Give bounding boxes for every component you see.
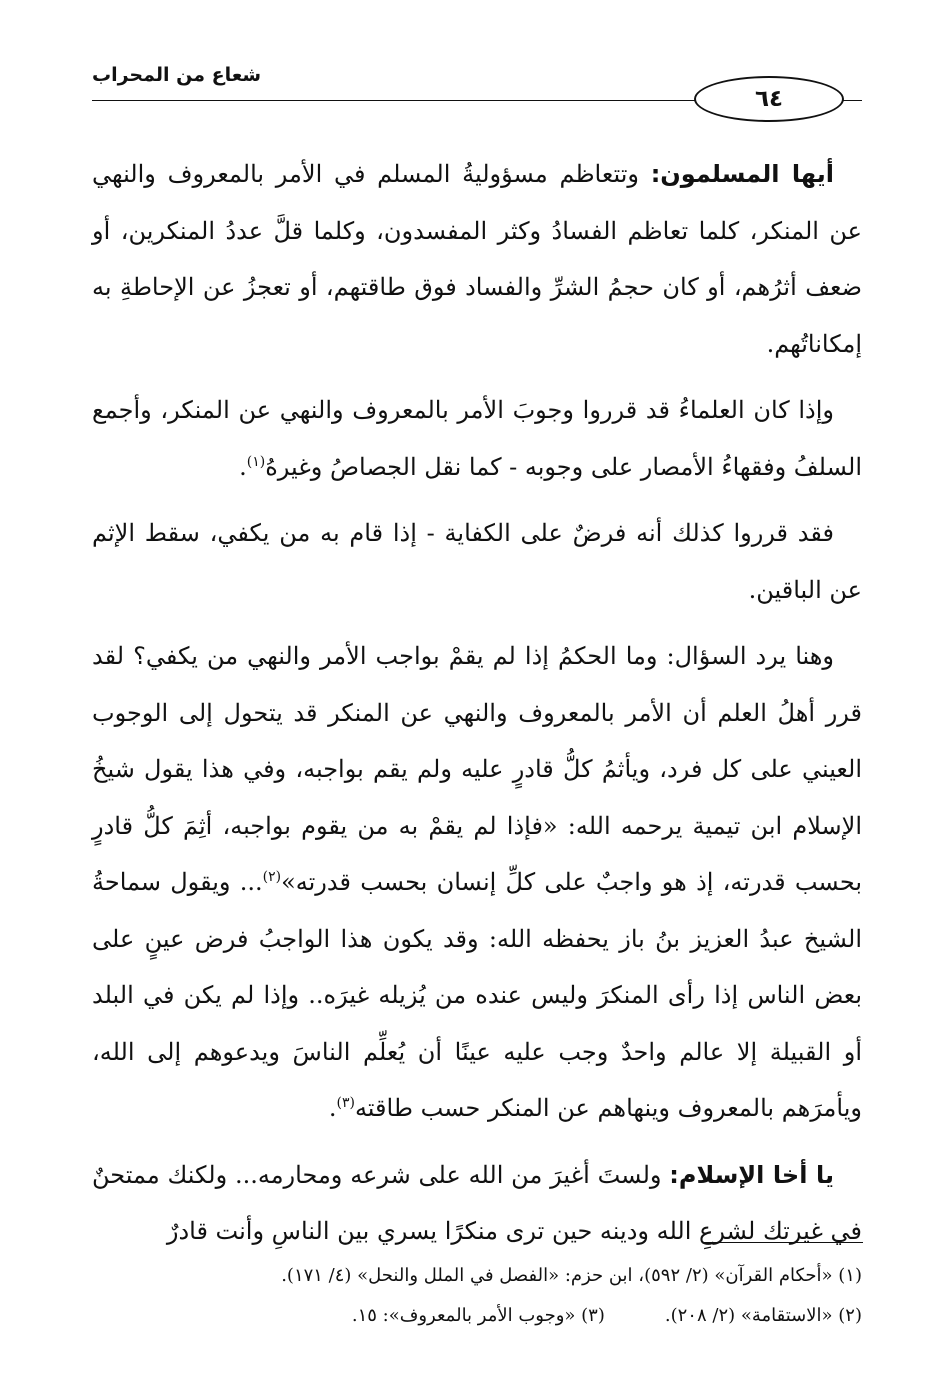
paragraph-2 bbox=[92, 382, 862, 495]
footnote-rule bbox=[703, 1242, 863, 1243]
paragraph-4 bbox=[92, 628, 862, 1137]
paragraph-lead: أيها المسلمون: bbox=[650, 160, 834, 188]
footnote-marker[interactable]: (١) bbox=[246, 453, 266, 470]
paragraph-text: وتتعاظم مسؤوليةُ المسلم في الأمر بالمعروف والنهي عن المنكر، كلما تعاظم الفسادُ وكثر المفسدون، وكلما قلَّ عددُ المنكرين، أو ضعف أثرُهم، أو كان حجمُ الشرِّ والفساد فوق طاقتهم، أو تعجزُ عن الإحاطةِ به إمكاناتُهم. bbox=[92, 160, 862, 358]
paragraph-text: ولستَ أغيرَ من الله على شرعه ومحارمه... ولكنك ممتحنٌ في غيرتك لشرعِ الله ودينه حين ترى منكرًا يسري بين الناسِ وأنت قادرٌ bbox=[92, 1160, 862, 1245]
paragraph-text: وإذا كان العلماءُ قد قرروا وجوبَ الأمر بالمعروف والنهي عن المنكر، وأجمع السلفُ وفقهاءُ الأمصار على وجوبه - كما نقل الجصاصُ وغيرهُ bbox=[92, 396, 862, 481]
body-text bbox=[92, 146, 862, 1260]
paragraph-end: . bbox=[328, 1094, 337, 1122]
paragraph-text: ... ويقول سماحةُ الشيخ عبدُ العزيز بنُ باز يحفظه الله: وقد يكون هذا الواجبُ فرض عينٍ على بعض الناس إذا رأى المنكرَ وليس عنده من يُزيله غيرَه.. وإذا لم يكن في البلد أو القبيلة إلا عالم واحدٌ وجب عليه عينًا أن يُعلِّم الناسَ ويدعوهم إلى الله، ويأمرَهم بالمعروف وينهاهم عن المنكر حسب طاقته bbox=[92, 868, 862, 1122]
footnotes bbox=[92, 1256, 862, 1336]
book-title: شعاع من المحراب bbox=[92, 64, 262, 86]
paragraph-1 bbox=[92, 146, 862, 372]
page-number: ٦٤ bbox=[694, 76, 844, 122]
footnote-1: (١) «أحكام القرآن» (٢/ ٥٩٢)، ابن حزم: «الفصل في الملل والنحل» (٤/ ١٧١). bbox=[281, 1265, 862, 1286]
paragraph-text: فقد قرروا كذلك أنه فرضٌ على الكفاية - إذا قام به من يكفي، سقط الإثم عن الباقين. bbox=[92, 519, 862, 604]
footnote-2: (٢) «الاستقامة» (٢/ ٢٠٨). bbox=[664, 1305, 862, 1326]
footnote-line bbox=[92, 1256, 862, 1296]
paragraph-end: . bbox=[239, 452, 247, 481]
page-header bbox=[92, 62, 862, 122]
paragraph-3 bbox=[92, 505, 862, 618]
footnote-marker[interactable]: (٣) bbox=[336, 1095, 355, 1111]
paragraph-lead: يا أخا الإسلام: bbox=[669, 1160, 834, 1189]
footnote-line bbox=[92, 1296, 862, 1336]
footnote-marker[interactable]: (٢) bbox=[262, 869, 282, 885]
paragraph-text: وهنا يرد السؤال: وما الحكمُ إذا لم يقمْ بواجب الأمر والنهي من يكفي؟ لقد قرر أهلُ العلم أن الأمر بالمعروف والنهي عن المنكر قد يتحول إلى الوجوب العيني على كل فرد، ويأثمُ كلُّ قادرٍ عليه ولم يقم بواجبه، وفي هذا يقول شيخُ الإسلام ابن تيمية يرحمه الله: «فإذا لم يقمْ به من يقوم بواجبه، أثِمَ كلُّ قادرٍ بحسب قدرته، إذ هو واجبٌ على كلِّ إنسان بحسب قدرته» bbox=[92, 642, 862, 896]
footnote-gap bbox=[605, 1296, 665, 1336]
footnote-3: (٣) «وجوب الأمر بالمعروف»: ١٥. bbox=[351, 1305, 605, 1326]
